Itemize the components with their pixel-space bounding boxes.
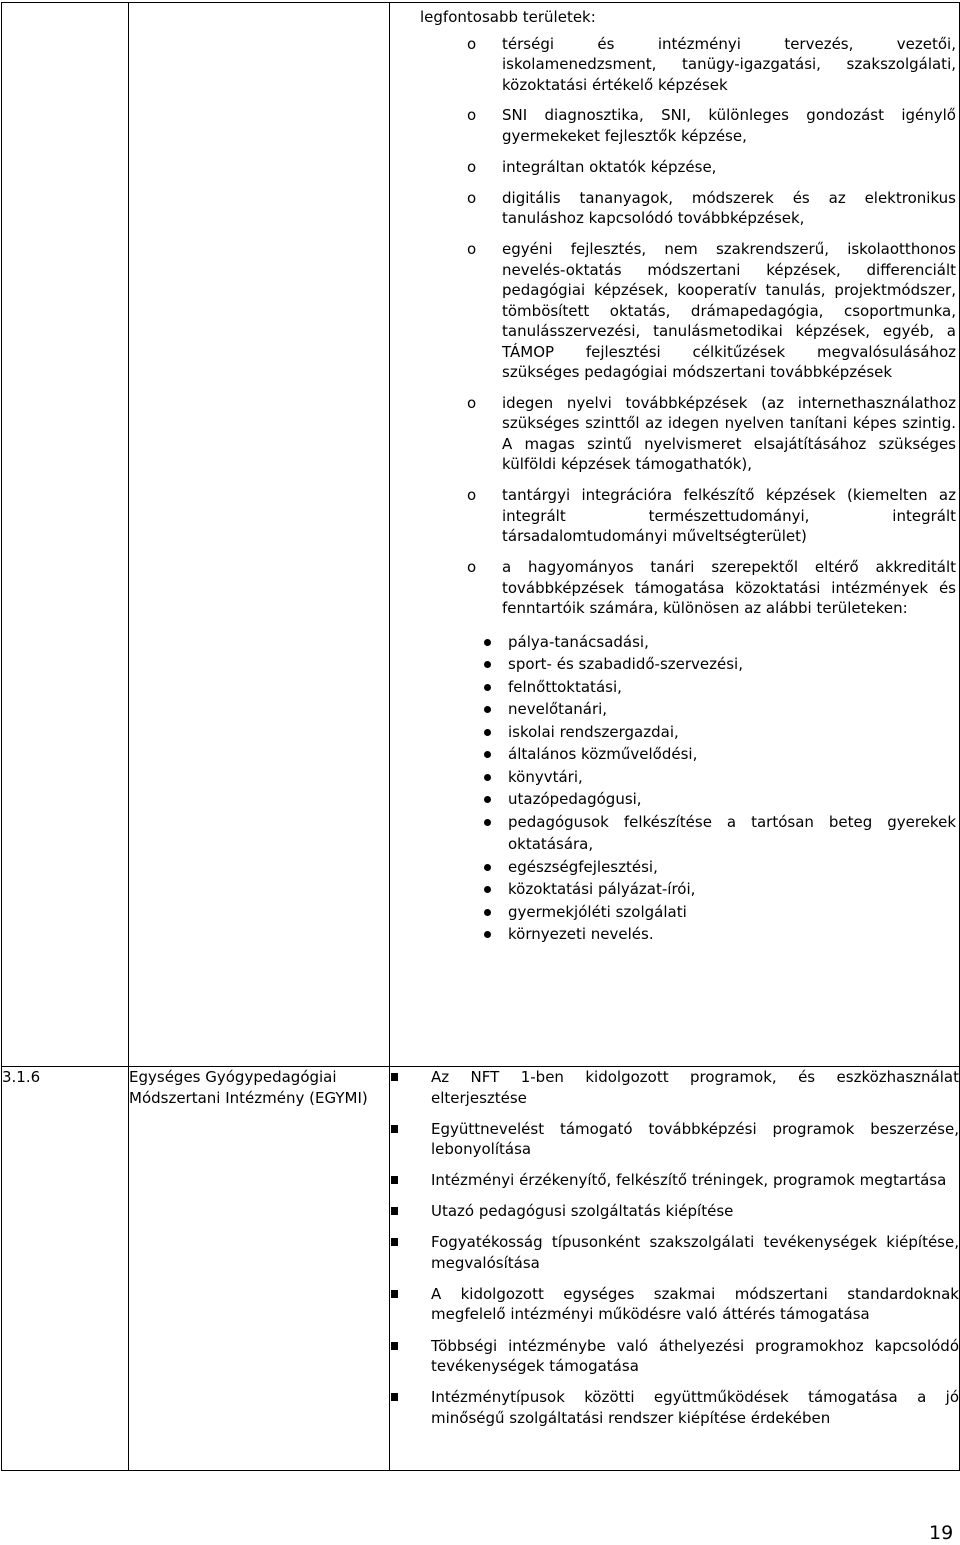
circle-bullet-icon: o xyxy=(467,188,477,207)
list-item xyxy=(432,901,956,924)
dot-bullet-icon xyxy=(484,706,491,713)
list-item-text: Utazó pedagógusi szolgáltatás kiépítése xyxy=(431,1202,734,1221)
institution-name: Egységes Gyógypedagógiai Módszertani Intézmény (EGYMI) xyxy=(129,1067,390,1471)
list-item-text: Fogyatékosság típusonként szakszolgálati tevékenységek kiépítése, megvalósítása xyxy=(431,1233,959,1272)
list-item-text: egészségfejlesztési, xyxy=(508,857,658,876)
square-bullet-icon xyxy=(391,1393,398,1401)
list-item-text: Intézménytípusok közötti együttműködések támogatása a jó minőségű szolgáltatási rendszer kiépítése érdekében xyxy=(431,1388,959,1427)
dot-bullet-icon xyxy=(484,661,491,668)
list-item-text: Többségi intézménybe való áthelyezési programokhoz kapcsolódó tevékenységek támogatása xyxy=(431,1336,959,1376)
special-areas-list xyxy=(432,631,956,946)
page-number: 19 xyxy=(929,1522,954,1544)
dot-bullet-icon xyxy=(484,796,491,803)
dot-bullet-icon xyxy=(484,639,491,646)
list-item xyxy=(432,34,956,96)
square-bullet-icon xyxy=(391,1176,398,1184)
list-item-text: SNI diagnosztika, SNI, különleges gondozást igénylő gyermekeket fejlesztők képzése, xyxy=(502,106,956,145)
table-row xyxy=(2,3,960,1067)
dot-bullet-icon xyxy=(484,931,491,938)
circle-bullet-icon: o xyxy=(467,240,477,259)
list-item xyxy=(432,923,956,946)
list-item-text: utazópedagógusi, xyxy=(508,790,642,809)
list-item-text: egyéni fejlesztés, nem szakrendszerű, iskolaotthonos nevelés-oktatás módszertani képzések, differenciált pedagógiai képzések, kooperatív tanulás, projektmódszer, tömbösített oktatás, drámapedagógia, csoportmunka, tanulásszervezési, tanulásmetodikai képzések, egyéb, a TÁMOP fejlesztési célkitűzések megvalósulásához szükséges pedagógiai módszertani továbbképzések xyxy=(502,240,956,382)
list-item-text: térségi és intézményi tervezés, vezetői, iskolamenedzsment, tanügy-igazgatási, szakszolgálati, közoktatási értékelő képzések xyxy=(502,34,956,94)
list-item xyxy=(432,676,956,699)
list-item xyxy=(390,1387,959,1428)
list-item-text: pálya-tanácsadási, xyxy=(508,632,649,651)
list-item-text: iskolai rendszergazdai, xyxy=(508,722,679,741)
document-table xyxy=(1,2,960,1471)
square-bullet-icon xyxy=(391,1342,398,1350)
dot-bullet-icon xyxy=(484,819,491,826)
square-bullet-icon xyxy=(391,1073,398,1081)
list-item xyxy=(432,878,956,901)
list-item-text: tantárgyi integrációra felkészítő képzések (kiemelten az integrált természettudományi, integrált társadalomtudományi műveltségterület) xyxy=(502,486,956,546)
list-item-text: sport- és szabadidő-szervezési, xyxy=(508,655,743,674)
list-item-text: nevelőtanári, xyxy=(508,700,608,719)
row-number: 3.1.6 xyxy=(2,1067,129,1471)
list-item-text: környezeti nevelés. xyxy=(508,925,654,944)
list-item xyxy=(432,698,956,721)
list-item xyxy=(432,105,956,146)
empty-name-cell xyxy=(129,3,390,1067)
list-item-text: Intézményi érzékenyítő, felkészítő tréningek, programok megtartása xyxy=(431,1171,947,1190)
list-item-text: közoktatási pályázat-írói, xyxy=(508,880,696,899)
dot-bullet-icon xyxy=(484,751,491,758)
list-item-text: A kidolgozott egységes szakmai módszertani standardoknak megfelelő intézményi működésre való áttérés támogatása xyxy=(431,1284,959,1324)
list-item xyxy=(390,1336,959,1377)
list-item xyxy=(432,188,956,229)
dot-bullet-icon xyxy=(484,886,491,893)
dot-bullet-icon xyxy=(484,864,491,871)
list-item xyxy=(432,631,956,654)
circle-bullet-icon: o xyxy=(467,558,477,577)
list-item-text: felnőttoktatási, xyxy=(508,677,622,696)
list-item xyxy=(432,721,956,744)
list-item xyxy=(390,1119,959,1160)
circle-bullet-icon: o xyxy=(467,393,477,412)
list-item xyxy=(432,856,956,879)
list-item-text: a hagyományos tanári szerepektől eltérő akkreditált továbbképzések támogatása közoktatási intézmények és fenntartóik számára, különösen az alábbi területeken: xyxy=(502,558,956,618)
list-item xyxy=(390,1170,959,1191)
table-row xyxy=(2,1067,960,1471)
square-bullet-icon xyxy=(391,1290,398,1298)
activities-cell xyxy=(390,1067,960,1471)
list-item xyxy=(432,157,956,178)
square-bullet-icon xyxy=(391,1125,398,1133)
list-item xyxy=(432,788,956,811)
list-item xyxy=(390,1284,959,1325)
square-bullet-icon xyxy=(391,1207,398,1215)
list-item-text: gyermekjóléti szolgálati xyxy=(508,902,687,921)
activities-list xyxy=(390,1067,959,1428)
list-item xyxy=(432,766,956,789)
list-item-text: idegen nyelvi továbbképzések (az internethasználathoz szükséges szinttől az idegen nyelven tanítani képes szintig. A magas szintű nyelvismeret elsajátításához szükséges külföldi képzések támogathatók), xyxy=(502,393,956,474)
list-item-text: könyvtári, xyxy=(508,767,583,786)
dot-bullet-icon xyxy=(484,684,491,691)
circle-bullet-icon: o xyxy=(467,157,477,176)
list-item xyxy=(390,1232,959,1273)
dot-bullet-icon xyxy=(484,774,491,781)
dot-bullet-icon xyxy=(484,909,491,916)
circle-bullet-icon: o xyxy=(467,486,477,505)
list-item xyxy=(390,1067,959,1108)
list-item-text: Az NFT 1-ben kidolgozott programok, és eszközhasználat elterjesztése xyxy=(431,1068,959,1107)
empty-number-cell xyxy=(2,3,129,1067)
circle-bullet-icon: o xyxy=(467,34,477,53)
list-item-text: Együttnevelést támogató továbbképzési programok beszerzése, lebonyolítása xyxy=(431,1119,959,1159)
list-item xyxy=(390,1201,959,1222)
dot-bullet-icon xyxy=(484,729,491,736)
list-item-text: digitális tananyagok, módszerek és az elektronikus tanuláshoz kapcsolódó továbbképzések, xyxy=(502,188,956,228)
list-item xyxy=(432,653,956,676)
list-item xyxy=(432,485,956,547)
areas-heading: legfontosabb területek: xyxy=(420,8,596,26)
circle-bullet-icon: o xyxy=(467,106,477,125)
list-item xyxy=(432,743,956,766)
list-item xyxy=(432,393,956,475)
list-item-text: integráltan oktatók képzése, xyxy=(502,157,717,176)
training-areas-list xyxy=(432,34,956,619)
list-item-text: általános közművelődési, xyxy=(508,745,698,764)
list-item xyxy=(432,811,956,856)
areas-cell xyxy=(390,3,960,1067)
square-bullet-icon xyxy=(391,1238,398,1246)
list-item-text: pedagógusok felkészítése a tartósan beteg gyerekek oktatására, xyxy=(508,812,956,854)
list-item xyxy=(432,557,956,619)
list-item xyxy=(432,239,956,383)
